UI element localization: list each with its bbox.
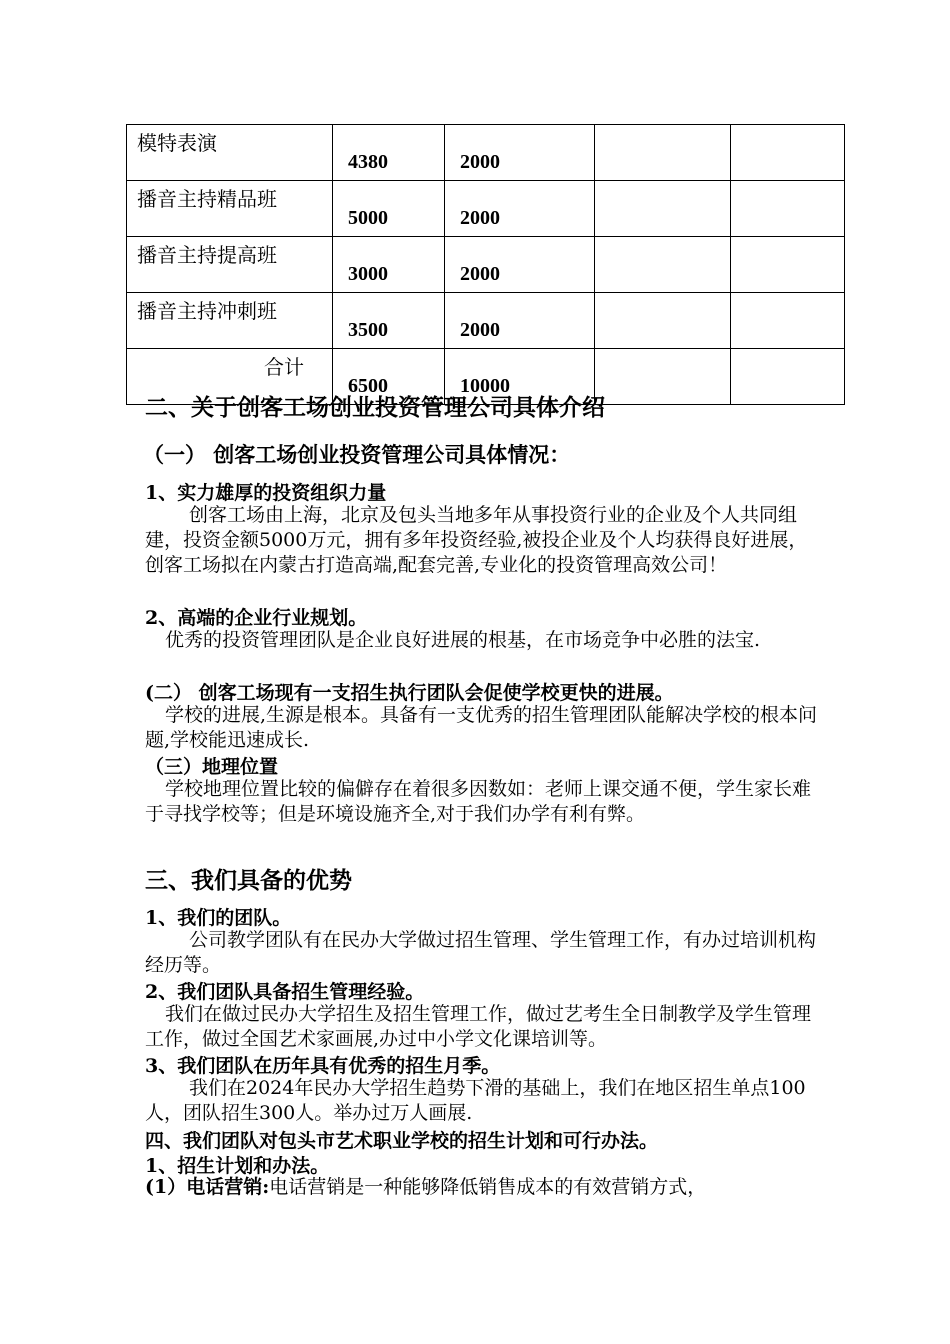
section-4-heading: 四、我们团队对包头市艺术职业学校的招生计划和可行办法。 bbox=[145, 1130, 659, 1152]
empty-cell bbox=[731, 181, 845, 237]
section-3-item3-paragraph: 我们在2024年民办大学招生趋势下滑的基础上，我们在地区招生单点100人，团队招生300人。举办过万人画展. bbox=[145, 1077, 806, 1124]
section-2-item1-paragraph: 创客工场由上海，北京及包头当地多年从事投资行业的企业及个人共同组建，投资金额5000万元，拥有多年投资经验,被投企业及个人均获得良好进展，创客工场拟在内蒙古打造高端,配套完善,专业化的投资管理高效公司！ bbox=[145, 504, 808, 576]
course-name: 模特表演 bbox=[127, 125, 333, 181]
empty-cell bbox=[595, 125, 731, 181]
section-3-heading: 三、我们具备的优势 bbox=[145, 867, 352, 894]
total-value: 6500 bbox=[333, 349, 445, 405]
course-name: 播音主持提高班 bbox=[127, 237, 333, 293]
empty-cell bbox=[731, 237, 845, 293]
empty-cell bbox=[595, 181, 731, 237]
fee-value: 2000 bbox=[445, 125, 595, 181]
empty-cell bbox=[731, 293, 845, 349]
section-3-item1-heading: 1、我们的团队。 bbox=[145, 907, 292, 929]
section-3-item3-heading: 3、我们团队在历年具有优秀的招生月季。 bbox=[145, 1055, 501, 1077]
fee-value: 2000 bbox=[445, 181, 595, 237]
table-row bbox=[127, 237, 845, 293]
section-4-item1-heading: 1、招生计划和办法。 bbox=[145, 1155, 330, 1177]
section-2-sub3-heading: （三）地理位置 bbox=[145, 756, 279, 778]
table-row bbox=[127, 293, 845, 349]
empty-cell bbox=[731, 125, 845, 181]
fee-table bbox=[126, 124, 845, 405]
table-row bbox=[127, 181, 845, 237]
section-2-item2-heading: 2、高端的企业行业规划。 bbox=[145, 607, 368, 629]
section-3-item1-paragraph: 公司教学团队有在民办大学做过招生管理、学生管理工作，有办过培训机构经历等。 bbox=[145, 929, 817, 976]
phone-marketing-paragraph bbox=[145, 1175, 825, 1200]
fee-value: 3000 bbox=[333, 237, 445, 293]
empty-cell bbox=[595, 237, 731, 293]
section-2-item1-heading: 1、实力雄厚的投资组织力量 bbox=[145, 482, 387, 504]
empty-cell bbox=[595, 293, 731, 349]
section-2-heading: 二、关于创客工场创业投资管理公司具体介绍 bbox=[145, 394, 605, 421]
section-2-sub1-heading: （一） 创客工场创业投资管理公司具体情况： bbox=[143, 442, 571, 467]
section-2-sub3-paragraph: 学校地理位置比较的偏僻存在着很多因数如：老师上课交通不便，学生家长难于寻找学校等；但是环境设施齐全,对于我们办学有利有弊。 bbox=[145, 778, 812, 825]
section-2-sub2-paragraph: 学校的进展,生源是根本。具备有一支优秀的招生管理团队能解决学校的根本问题,学校能迅速成长. bbox=[145, 704, 818, 751]
fee-value: 4380 bbox=[333, 125, 445, 181]
fee-value: 2000 bbox=[445, 293, 595, 349]
table-row bbox=[127, 125, 845, 181]
fee-value: 5000 bbox=[333, 181, 445, 237]
total-value: 10000 bbox=[445, 349, 595, 405]
total-label: 合计 bbox=[127, 349, 333, 405]
fee-value: 3500 bbox=[333, 293, 445, 349]
phone-marketing-text: 电话营销是一种能够降低销售成本的有效营销方式， bbox=[269, 1176, 707, 1198]
section-2-item2-paragraph: 优秀的投资管理团队是企业良好进展的根基，在市场竞争中必胜的法宝. bbox=[165, 629, 761, 651]
section-3-item2-heading: 2、我们团队具备招生管理经验。 bbox=[145, 981, 425, 1003]
phone-marketing-label: (1）电话营销: bbox=[145, 1176, 270, 1198]
section-2-sub2-heading: (二） 创客工场现有一支招生执行团队会促使学校更快的进展。 bbox=[145, 682, 674, 704]
course-name: 播音主持精品班 bbox=[127, 181, 333, 237]
course-name: 播音主持冲刺班 bbox=[127, 293, 333, 349]
fee-value: 2000 bbox=[445, 237, 595, 293]
section-3-item2-paragraph: 我们在做过民办大学招生及招生管理工作，做过艺考生全日制教学及学生管理工作，做过全国艺术家画展,办过中小学文化课培训等。 bbox=[145, 1003, 812, 1050]
